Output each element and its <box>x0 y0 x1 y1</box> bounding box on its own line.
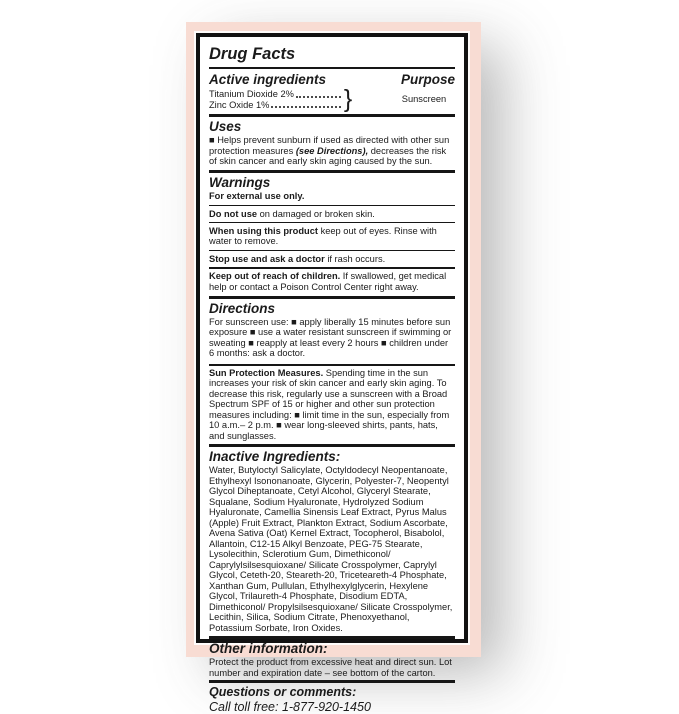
divider <box>209 67 455 69</box>
warning-item: Do not use on damaged or broken skin. <box>209 208 375 219</box>
section-divider <box>209 114 455 117</box>
divider <box>209 205 455 206</box>
warning-item: Stop use and ask a doctor if rash occurs. <box>209 253 386 264</box>
section-divider <box>209 170 455 173</box>
purpose-value: Sunscreen <box>401 94 447 105</box>
active-ingredient-row <box>209 100 342 111</box>
warning-item: When using this product keep out of eyes. Rinse with water to remove. <box>209 225 437 247</box>
warning-item: Keep out of reach of children. If swallowed, get medical help or contact a Poison Control Center right away. <box>209 271 447 292</box>
active-ingredient-list <box>209 89 342 111</box>
sun-protection-text: Sun Protection Measures. Spending time in the sun increases your risk of skin cancer and early skin aging. To decrease this risk, regularly use a sunscreen with a Broad Spectrum SPF of 15 or higher and other sun protection measures including: ■ limit time in the sun, especially from 10 a.m.– 2 p.m. ■ wear long-sleeved shirts, pants, hats, and sunglasses. <box>209 367 450 441</box>
toll-free-number: Call toll free: 1-877-920-1450 <box>209 699 371 714</box>
active-ingredients-table <box>209 85 455 114</box>
purpose-heading: Purpose <box>400 72 455 88</box>
uses-text: ■ Helps prevent sunburn if used as directed with other sun protection measures (see Directions), decreases the risk of skin cancer and early skin aging caused by the sun. <box>209 135 450 167</box>
uses-heading: Uses <box>209 119 242 135</box>
dotted-leader <box>296 96 341 98</box>
inactive-ingredients-text: Water, Butyloctyl Salicylate, Octyldodecyl Neopentanoate, Ethylhexyl Isononanoate, Glycerin, Polyester-7, Neopentyl Glycol Diheptanoate, Cetyl Alcohol, Glyceryl Stearate, Squalane, Sodium Hyaluronate, Hydrolyzed Sodium Hyaluronate, Camellia Sinensis Leaf Extract, Pyrus Malus (Apple) Fruit Extract, Plankton Extract, Sodium Ascorbate, Avena Sativa (Oat) Kernel Extract, Tocopherol, Bisabolol, Allantoin, C12-15 Alkyl Benzoate, PEG-75 Stearate, Lysolecithin, Sclerotium Gum, Dimethiconol/ Caprylylsilsesquioxane/ Silicate Crosspolymer, Caprylyl Glycol, Ceteth-20, Steareth-20, Triceteareth-4 Phosphate, Xanthan Gum, Pullulan, Ethylhexylglycerin, Hexylene Glycol, Trilaureth-4 Phosphate, Disodium EDTA, Dimethiconol/ Propylsilsesquioxane/ Silicate Crosspolymer, Lecithin, Silica, Sodium Citrate, Phenoxyethanol, Potassium Sorbate, Iron Oxides. <box>209 465 453 633</box>
brace-glyph: } <box>343 85 353 114</box>
active-ingredient-row <box>209 89 342 100</box>
divider <box>209 250 455 251</box>
dotted-leader <box>271 106 340 108</box>
directions-text: For sunscreen use: ■ apply liberally 15 minutes before sun exposure ■ use a water resistant sunscreen if swimming or sweating ■ reapply at least every 2 hours ■ children under 6 months: ask a doctor. <box>209 316 452 359</box>
section-divider <box>209 296 455 299</box>
divider <box>209 222 455 223</box>
section-divider <box>209 444 455 447</box>
active-ingredients-heading-row <box>209 71 455 88</box>
warnings-heading: Warnings <box>209 174 271 190</box>
divider <box>209 680 455 682</box>
active-ingredients-heading: Active ingredients <box>209 72 327 88</box>
questions-heading: Questions or comments: <box>209 684 357 699</box>
drug-facts-title: Drug Facts <box>209 45 296 63</box>
directions-heading: Directions <box>209 300 276 316</box>
active-ingredient-name: Titanium Dioxide 2% <box>209 88 294 99</box>
warning-item: For external use only. <box>209 191 305 202</box>
inactive-ingredients-heading: Inactive Ingredients: <box>209 449 341 465</box>
other-information-heading: Other information: <box>209 641 328 657</box>
divider <box>209 267 455 268</box>
other-information-text: Protect the product from excessive heat and direct sun. Lot number and expiration date – see bottom of the carton. <box>209 657 452 678</box>
divider <box>209 364 455 366</box>
active-ingredient-name: Zinc Oxide 1% <box>209 99 270 110</box>
drug-facts-panel <box>196 33 468 714</box>
sunscreen-carton-back-panel <box>186 22 481 714</box>
section-divider <box>209 636 455 639</box>
